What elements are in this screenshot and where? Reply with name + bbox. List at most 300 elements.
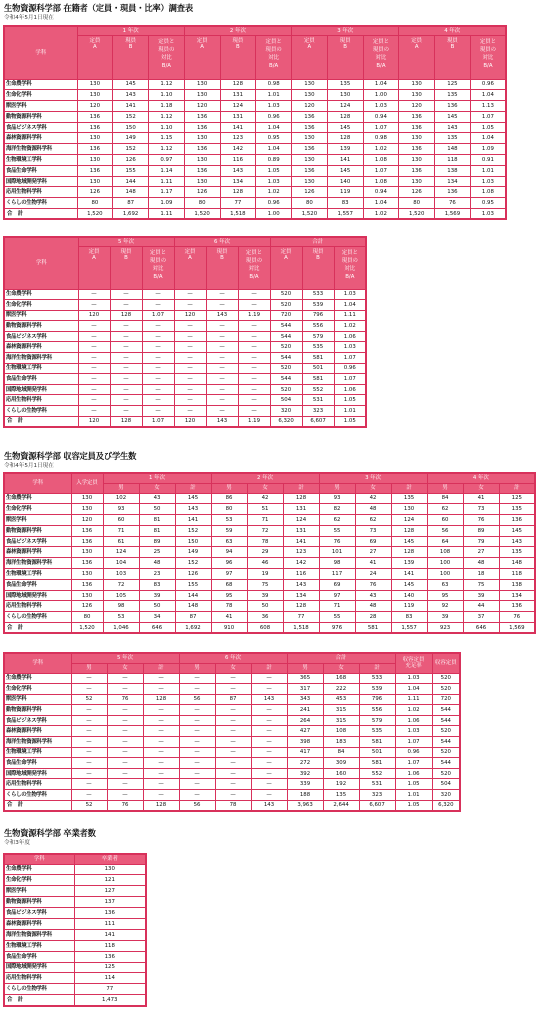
table-row [4, 342, 366, 353]
cell-value: — [174, 353, 206, 364]
cell-value: 124 [220, 101, 256, 112]
cell-value: 152 [113, 144, 149, 155]
cell-value: 552 [302, 384, 334, 395]
cell-value: 535 [359, 726, 395, 737]
cell-value: 136 [435, 187, 471, 198]
cell-value: 116 [220, 155, 256, 166]
cell-value: — [110, 289, 142, 300]
dept-name: 獣医学科 [4, 694, 71, 705]
cell-value: 144 [175, 590, 211, 601]
cell-value: 1.17 [149, 187, 185, 198]
cell-value: 520 [270, 300, 302, 311]
cell-value: 544 [270, 321, 302, 332]
cell-value: — [179, 673, 215, 684]
col-header-total: 合計 [270, 237, 366, 246]
cell-value: — [142, 363, 174, 374]
cell-value: 392 [287, 768, 323, 779]
table-row [4, 321, 366, 332]
table-row [4, 715, 460, 726]
cell-value: 61 [103, 536, 139, 547]
cell-value: — [179, 737, 215, 748]
cell-value: 41 [211, 612, 247, 623]
cell-value: 1.03 [256, 101, 292, 112]
table-row [4, 198, 506, 209]
cell-value: 145 [175, 493, 211, 504]
cell-value: 1.06 [395, 768, 432, 779]
cell-value: 50 [247, 601, 283, 612]
col-header-y4: 4 年次 [427, 473, 535, 483]
cell-value: 1.12 [149, 111, 185, 122]
total-value: 1,518 [283, 623, 319, 634]
cell-value: 130 [184, 176, 220, 187]
cell-value: 556 [302, 321, 334, 332]
cell-value: 98 [103, 601, 139, 612]
cell-value: — [71, 673, 107, 684]
col-header-capacity-a: 定員 A [78, 246, 110, 289]
cell-value: 87 [113, 198, 149, 209]
cell-value: 579 [359, 715, 395, 726]
cell-value: 143 [220, 165, 256, 176]
cell-value: — [206, 321, 238, 332]
col-header-y1: 1 年次 [77, 26, 184, 35]
cell-value: 134 [499, 590, 535, 601]
enrollment-ratio-table-2 [3, 236, 367, 428]
cell-value: 130 [71, 493, 103, 504]
table-row [4, 684, 460, 695]
cell-value: 320 [270, 406, 302, 417]
cell-value: 29 [247, 547, 283, 558]
cell-value: 130 [184, 155, 220, 166]
cell-value: 130 [292, 176, 328, 187]
cell-value: 136 [292, 111, 328, 122]
cell-value: 141 [113, 101, 149, 112]
cell-value: — [142, 289, 174, 300]
cell-value: 136 [184, 165, 220, 176]
total-value: 1,520 [77, 209, 113, 220]
total-value: 923 [427, 623, 463, 634]
col-header-y2: 2 年次 [184, 26, 291, 35]
table-row [4, 601, 535, 612]
cell-value: — [179, 768, 215, 779]
col-header-dept: 学科 [4, 653, 71, 673]
cell-value: 544 [432, 705, 460, 716]
dept-name: 国際地域開発学科 [4, 590, 71, 601]
cell-value: 53 [103, 612, 139, 623]
table-row [4, 547, 535, 558]
cell-value: 42 [247, 493, 283, 504]
total-row [4, 995, 146, 1006]
dept-name: 生命農学科 [4, 673, 71, 684]
col-header-capacity-a: 定員 A [184, 35, 220, 79]
cell-value: — [179, 726, 215, 737]
cell-value: — [110, 353, 142, 364]
cell-value: — [238, 331, 270, 342]
col-header-dept: 学科 [4, 473, 71, 493]
cell-value: — [71, 726, 107, 737]
cell-value: 1.07 [142, 310, 174, 321]
dept-name: 海洋生物資源科学科 [4, 737, 71, 748]
total-value: 2,644 [323, 800, 359, 811]
cell-value: — [206, 300, 238, 311]
dept-name: 海洋生物資源科学科 [4, 353, 78, 364]
total-value: 1.03 [470, 209, 506, 220]
cell-value: 1.04 [334, 300, 366, 311]
total-value: 56 [179, 800, 215, 811]
cell-value: — [107, 790, 143, 801]
cell-value: 145 [391, 579, 427, 590]
col-header-current-b: 現員 B [435, 35, 471, 79]
cell-value: 0.96 [470, 79, 506, 90]
cell-value: — [251, 779, 287, 790]
cell-value: 77 [283, 612, 319, 623]
cell-value: 72 [247, 525, 283, 536]
cell-value: 62 [319, 515, 355, 526]
dept-name: 食品生命学科 [4, 374, 78, 385]
cell-value: 796 [302, 310, 334, 321]
cell-value: 520 [432, 768, 460, 779]
col-header-graduates: 卒業者 [74, 854, 146, 864]
table-row [4, 694, 460, 705]
total-value: 78 [215, 800, 251, 811]
cell-value: 1.09 [470, 144, 506, 155]
total-value: 1,557 [391, 623, 427, 634]
dept-name: 森林資源科学科 [4, 133, 77, 144]
cell-value: 1.04 [363, 79, 399, 90]
cell-value: 34 [139, 612, 175, 623]
cell-value: 142 [283, 558, 319, 569]
cell-value: 130 [292, 90, 328, 101]
dept-name: 生命農学科 [4, 864, 74, 875]
table-row [4, 790, 460, 801]
cell-value: 37 [463, 612, 499, 623]
cell-value: 134 [220, 176, 256, 187]
col-header-sum: 計 [359, 663, 395, 673]
total-value: 1,692 [175, 623, 211, 634]
table-row [4, 176, 506, 187]
cell-value: 1.05 [395, 779, 432, 790]
cell-value: — [215, 737, 251, 748]
cell-value: — [215, 705, 251, 716]
cell-value: 1.02 [363, 144, 399, 155]
cell-value: 46 [247, 558, 283, 569]
cell-value: 100 [427, 558, 463, 569]
table-row [4, 289, 366, 300]
cell-value: 1.02 [395, 705, 432, 716]
cell-value: 103 [103, 569, 139, 580]
cell-value: 102 [103, 493, 139, 504]
cell-value: 131 [220, 111, 256, 122]
cell-value: — [251, 715, 287, 726]
cell-value: 128 [391, 525, 427, 536]
cell-value: 1.12 [149, 79, 185, 90]
cell-value: 80 [211, 504, 247, 515]
table-row [4, 726, 460, 737]
cell-value: 138 [435, 165, 471, 176]
graduate-count: 77 [74, 984, 146, 995]
total-value: 1,692 [113, 209, 149, 220]
cell-value: 1.03 [334, 289, 366, 300]
cell-value: — [143, 758, 179, 769]
cell-value: 48 [139, 558, 175, 569]
cell-value: 18 [463, 569, 499, 580]
table-row [4, 395, 366, 406]
cell-value: 130 [292, 79, 328, 90]
cell-value: 152 [175, 525, 211, 536]
dept-name: 生命化学科 [4, 90, 77, 101]
col-header-capacity-a: 定員 A [270, 246, 302, 289]
col-header-y5: 5 年次 [71, 653, 179, 663]
cell-value: — [238, 289, 270, 300]
cell-value: 130 [71, 569, 103, 580]
cell-value: 87 [175, 612, 211, 623]
cell-value: — [78, 406, 110, 417]
cell-value: 41 [463, 493, 499, 504]
cell-value: 143 [283, 579, 319, 590]
cell-value: — [174, 342, 206, 353]
cell-value: 69 [355, 536, 391, 547]
cell-value: 1.11 [149, 176, 185, 187]
cell-value: 1.03 [256, 176, 292, 187]
total-value: 1.11 [149, 209, 185, 220]
cell-value: — [238, 353, 270, 364]
cell-value: — [174, 331, 206, 342]
cell-value: 150 [113, 122, 149, 133]
cell-value: 92 [427, 601, 463, 612]
cell-value: 55 [319, 612, 355, 623]
cell-value: 124 [283, 515, 319, 526]
graduate-count: 111 [74, 918, 146, 929]
cell-value: 51 [247, 504, 283, 515]
col-header-female: 女 [355, 483, 391, 493]
cell-value: — [215, 768, 251, 779]
col-header-total: 合計 [287, 653, 395, 663]
cell-value: 124 [327, 101, 363, 112]
cell-value: — [71, 779, 107, 790]
cell-value: 116 [283, 569, 319, 580]
cell-value: 83 [139, 579, 175, 590]
cell-value: 1.04 [470, 133, 506, 144]
col-header-ratio: 定員と 現員の 対比 B/A [363, 35, 399, 79]
table-row [4, 737, 460, 748]
cell-value: 27 [463, 547, 499, 558]
dept-name: 国際地域開発学科 [4, 176, 77, 187]
cell-value: 130 [71, 590, 103, 601]
cell-value: 126 [113, 155, 149, 166]
cell-value: 1.04 [256, 122, 292, 133]
cell-value: — [110, 342, 142, 353]
cell-value: — [143, 779, 179, 790]
cell-value: 63 [427, 579, 463, 590]
col-header-capacity-a: 定員 A [292, 35, 328, 79]
cell-value: 136 [184, 144, 220, 155]
cell-value: 141 [175, 515, 211, 526]
graduates-table [3, 853, 147, 1007]
dept-name: 食品生命学科 [4, 758, 71, 769]
cell-value: — [238, 363, 270, 374]
cell-value: 139 [391, 558, 427, 569]
cell-value: 152 [175, 558, 211, 569]
cell-value: — [215, 758, 251, 769]
dept-name: くらしの生物学科 [4, 198, 77, 209]
table-row [4, 558, 535, 569]
cell-value: — [142, 395, 174, 406]
cell-value: 134 [283, 590, 319, 601]
cell-value: 80 [184, 198, 220, 209]
cell-value: 1.05 [470, 122, 506, 133]
cell-value: 1.07 [334, 374, 366, 385]
cell-value: 136 [71, 525, 103, 536]
section1-title: 生物資源科学部 在籍者（定員・現員・比率）調査表 [4, 3, 193, 13]
col-header-male: 男 [427, 483, 463, 493]
table-row [4, 929, 146, 940]
col-header-dept: 学科 [4, 237, 78, 289]
cell-value: — [251, 673, 287, 684]
cell-value: 544 [270, 353, 302, 364]
cell-value: 84 [427, 493, 463, 504]
cell-value: 95 [211, 590, 247, 601]
cell-value: 130 [399, 79, 435, 90]
col-header-sum: 計 [499, 483, 535, 493]
cell-value: 125 [435, 79, 471, 90]
cell-value: 320 [432, 790, 460, 801]
cell-value: 1.18 [149, 101, 185, 112]
col-header-male: 男 [287, 663, 323, 673]
cell-value: — [71, 768, 107, 779]
table-row [4, 384, 366, 395]
col-header-dept: 学科 [4, 26, 77, 79]
cell-value: 339 [287, 779, 323, 790]
cell-value: — [110, 395, 142, 406]
total-row [4, 800, 460, 811]
total-value: 52 [71, 800, 107, 811]
cell-value: 145 [435, 111, 471, 122]
cell-value: 119 [327, 187, 363, 198]
col-header-capacity: 収容定員 [432, 653, 460, 673]
cell-value: — [143, 715, 179, 726]
col-header-current-b: 現員 B [206, 246, 238, 289]
col-header-female: 女 [107, 663, 143, 673]
cell-value: 128 [283, 601, 319, 612]
cell-value: 1.10 [149, 122, 185, 133]
cell-value: 544 [432, 737, 460, 748]
table-row [4, 886, 146, 897]
col-header-fill-rate: 収容定員 充足率 [395, 653, 432, 673]
cell-value: 241 [287, 705, 323, 716]
cell-value: 60 [427, 515, 463, 526]
table-row [4, 747, 460, 758]
cell-value: 73 [355, 525, 391, 536]
total-row [4, 416, 366, 427]
cell-value: 130 [77, 79, 113, 90]
table-row [4, 353, 366, 364]
cell-value: 520 [270, 342, 302, 353]
cell-value: 183 [323, 737, 359, 748]
cell-value: 27 [355, 547, 391, 558]
col-header-y3: 3 年次 [292, 26, 399, 35]
cell-value: — [251, 737, 287, 748]
cell-value: 520 [270, 363, 302, 374]
dept-name: 動物資源科学科 [4, 897, 74, 908]
cell-value: 136 [77, 122, 113, 133]
cell-value: 89 [463, 525, 499, 536]
dept-name: 生物環境工学科 [4, 155, 77, 166]
cell-value: 501 [359, 747, 395, 758]
graduate-count: 125 [74, 962, 146, 973]
cell-value: 48 [355, 601, 391, 612]
cell-value: 1.07 [395, 737, 432, 748]
cell-value: 120 [399, 101, 435, 112]
cell-value: 98 [319, 558, 355, 569]
graduate-count: 118 [74, 940, 146, 951]
cell-value: 36 [247, 612, 283, 623]
total-value: 76 [107, 800, 143, 811]
cell-value: 104 [103, 558, 139, 569]
graduate-count: 141 [74, 929, 146, 940]
cell-value: — [215, 779, 251, 790]
cell-value: 141 [220, 122, 256, 133]
section2-title: 生物資源科学部 収容定員及び学生数 [4, 451, 137, 461]
cell-value: 81 [139, 515, 175, 526]
cell-value: 130 [399, 155, 435, 166]
table-row [4, 144, 506, 155]
table-row [4, 984, 146, 995]
table-row [4, 908, 146, 919]
table-row [4, 504, 535, 515]
cell-value: — [71, 684, 107, 695]
cell-value: 150 [175, 536, 211, 547]
cell-value: 1.13 [470, 101, 506, 112]
table-row [4, 673, 460, 684]
table-row [4, 768, 460, 779]
cell-value: 0.95 [256, 133, 292, 144]
cell-value: 1.03 [363, 101, 399, 112]
col-header-capacity-a: 定員 A [174, 246, 206, 289]
cell-value: — [174, 300, 206, 311]
cell-value: 143 [435, 122, 471, 133]
cell-value: 41 [355, 558, 391, 569]
cell-value: 1.06 [395, 715, 432, 726]
dept-name: 動物資源科学科 [4, 525, 71, 536]
cell-value: 1.04 [256, 144, 292, 155]
cell-value: 581 [359, 737, 395, 748]
cell-value: 136 [71, 536, 103, 547]
cell-value: 143 [206, 310, 238, 321]
cell-value: — [215, 684, 251, 695]
cell-value: 1.07 [470, 111, 506, 122]
cell-value: 544 [432, 715, 460, 726]
cell-value: 0.98 [256, 79, 292, 90]
col-header-ratio: 定員と 現員の 対比 B/A [238, 246, 270, 289]
cell-value: 148 [113, 187, 149, 198]
cell-value: 520 [432, 684, 460, 695]
col-header-current-b: 現員 B [110, 246, 142, 289]
cell-value: 1.02 [334, 321, 366, 332]
cell-value: 309 [323, 758, 359, 769]
cell-value: 135 [327, 79, 363, 90]
cell-value: 143 [251, 694, 287, 705]
col-header-capacity-a: 定員 A [77, 35, 113, 79]
cell-value: 39 [247, 590, 283, 601]
cell-value: 128 [391, 547, 427, 558]
cell-value: — [78, 331, 110, 342]
cell-value: 19 [247, 569, 283, 580]
graduate-count: 136 [74, 951, 146, 962]
cell-value: — [142, 342, 174, 353]
cell-value: — [179, 758, 215, 769]
cell-value: 1.08 [470, 187, 506, 198]
cell-value: 128 [283, 493, 319, 504]
cell-value: 531 [359, 779, 395, 790]
